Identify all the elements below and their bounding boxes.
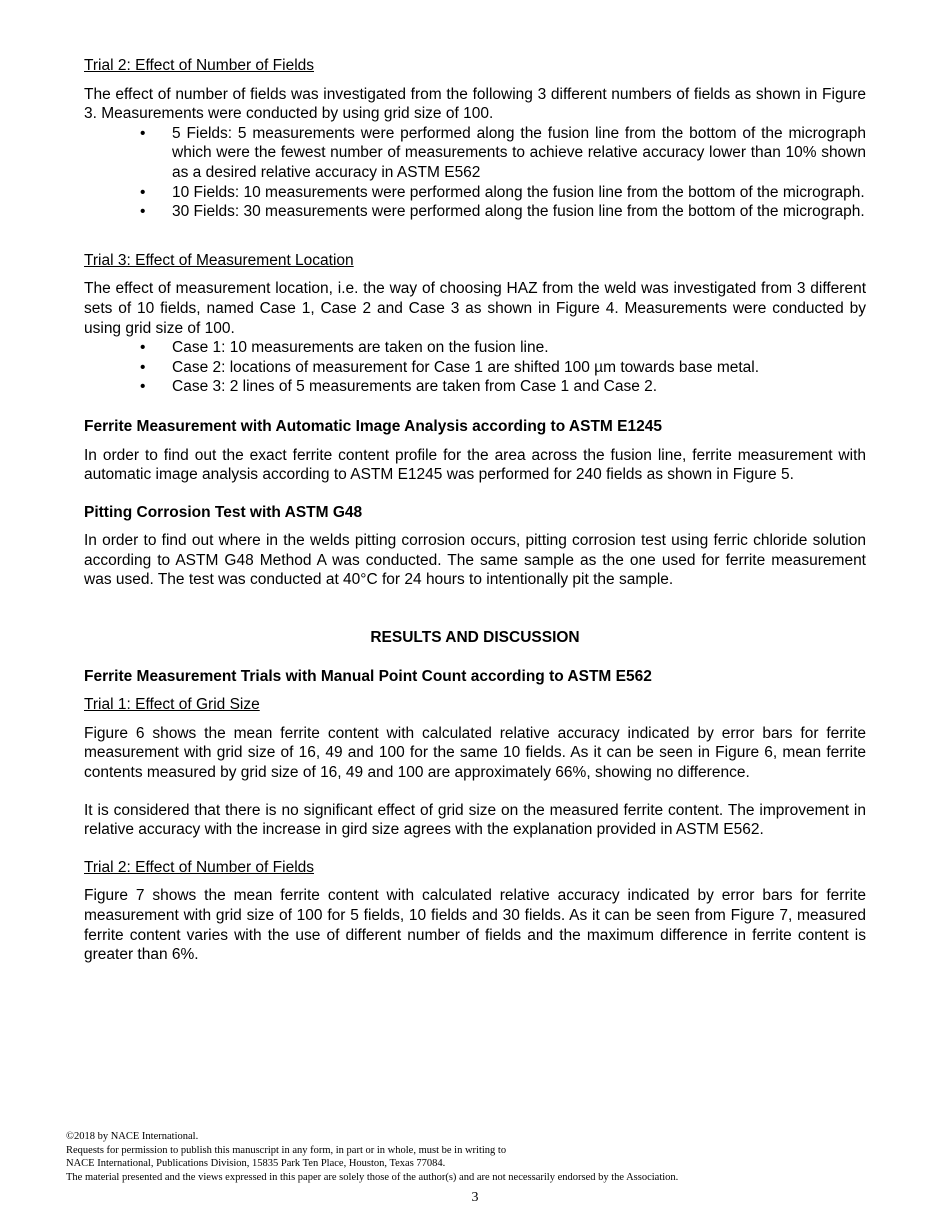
auto-analysis-text: In order to find out the exact ferrite content profile for the area across the fusion line, ferrite measurement with automatic image analysis according to ASTM E1245 was performed for 240 fields as shown in Figure 5. [84, 446, 866, 484]
footer-address: NACE International, Publications Division, 15835 Park Ten Place, Houston, Texas 77084. [66, 1158, 446, 1170]
trial3-method-intro: The effect of measurement location, i.e. the way of choosing HAZ from the weld was investigated from 3 different sets of 10 fields, named Case 1, Case 2 and Case 3 as shown in Figure 4. Measurements were conducted by using grid size of 100. [84, 280, 866, 337]
trial2-method-title: Trial 2: Effect of Number of Fields [84, 57, 315, 74]
trial3-method-title: Trial 3: Effect of Measurement Location [84, 251, 354, 269]
auto-analysis-heading: Ferrite Measurement with Automatic Image Analysis according to ASTM E1245 [84, 417, 662, 435]
pitting-heading: Pitting Corrosion Test with ASTM G48 [84, 503, 363, 521]
list-item: • 30 Fields: 30 measurements were performed along the fusion line from the bottom of the micrograph. [140, 203, 865, 221]
list-item: • 5 Fields: 5 measurements were performed along the fusion line from the bottom of the micrograph which were the fewest number of measurements to achieve relative accuracy lower than 10% shown as a desired relative accuracy in ASTM E562 [140, 124, 866, 181]
pitting-text: In order to find out where in the welds pitting corrosion occurs, pitting corrosion test using ferric chloride solution according to ASTM G48 Method A was conducted. The same sample as the one used for ferrite measurement was used. The test was conducted at 40°C for 24 hours to intentionally pit the sample. [84, 532, 866, 589]
trial2-results-title: Trial 2: Effect of Number of Fields [84, 858, 315, 876]
results-heading: RESULTS AND DISCUSSION [370, 629, 580, 647]
list-item: • 10 Fields: 10 measurements were performed along the fusion line from the bottom of the micrograph. [140, 183, 865, 201]
footer-permission: Requests for permission to publish this manuscript in any form, in part or in whole, must be in writing to [66, 1144, 507, 1156]
footer [66, 1130, 886, 1184]
footer-copyright: ©2018 by NACE International. [66, 1131, 199, 1142]
footer-disclaimer: The material presented and the views expressed in this paper are solely those of the author(s) and are not necessarily endorsed by the Association. [66, 1171, 679, 1183]
trial3-method-list [84, 338, 866, 397]
trial1-results-title: Trial 1: Effect of Grid Size [84, 696, 260, 714]
trial2-results-para1: Figure 7 shows the mean ferrite content with calculated relative accuracy indicated by error bars for ferrite measurement with grid size of 100 for 5 fields, 10 fields and 30 fields. As it can be seen from Figure 7, measured ferrite content varies with the use of different number of fields and the maximum difference in ferrite content is greater than 6%. [84, 887, 866, 964]
page-body [84, 56, 866, 965]
trial1-results-para2: It is considered that there is no significant effect of grid size on the measured ferrite content. The improvement in relative accuracy with the increase in gird size agrees with the explanation provided in ASTM E562. [84, 801, 866, 839]
trial1-results-para1: Figure 6 shows the mean ferrite content with calculated relative accuracy indicated by error bars for ferrite measurement with grid size of 16, 49 and 100 for the same 10 fields. As it can be seen in Figure 6, mean ferrite contents measured by grid size of 16, 49 and 100 are approximately 66%, showing no difference. [84, 724, 866, 782]
list-item: • Case 1: 10 measurements are taken on the fusion line. [140, 339, 549, 357]
list-item: • Case 3: 2 lines of 5 measurements are taken from Case 1 and Case 2. [140, 378, 658, 396]
trial2-method-intro: The effect of number of fields was investigated from the following 3 different numbers of fields as shown in Figure 3. Measurements were conducted by using grid size of 100. [84, 85, 866, 123]
list-item: • Case 2: locations of measurement for Case 1 are shifted 100 µm towards base metal. [140, 358, 760, 376]
trial2-method-list [84, 124, 866, 222]
page-number: 3 [471, 1190, 479, 1205]
results-subheading: Ferrite Measurement Trials with Manual Point Count according to ASTM E562 [84, 667, 652, 685]
